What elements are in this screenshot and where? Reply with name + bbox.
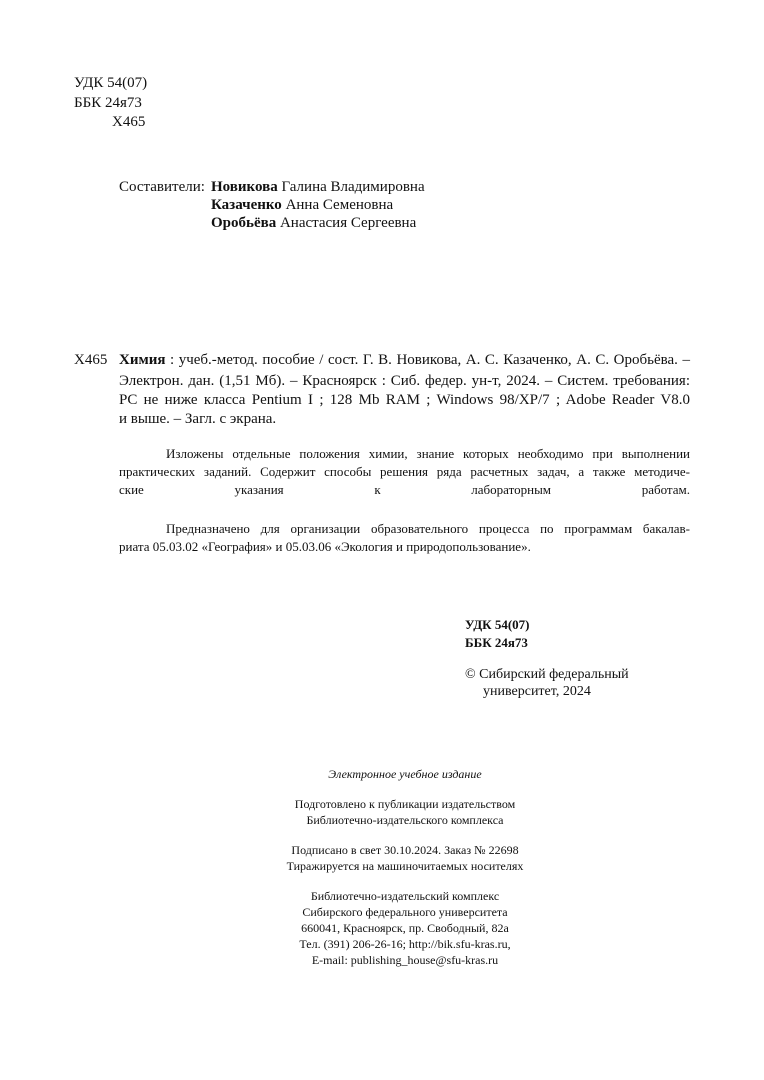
edition-type: Электронное учебное издание <box>328 767 482 781</box>
bibliographic-code: Х465 <box>74 352 108 368</box>
publisher-address-line: Библиотечно-издательский комплекс <box>310 889 500 903</box>
bibliographic-line: и выше. – Загл. с экрана. <box>119 411 277 427</box>
publisher-address-line: Тел. (391) 206-26-16; http://bik.sfu-kras.ru, <box>299 937 511 951</box>
udk-code-bottom: УДК 54(07) <box>465 617 530 632</box>
bibliographic-line <box>119 351 690 369</box>
bbk-code-top: ББК 24я73 <box>74 95 142 111</box>
imprint-line: Тиражируется на машиночитаемых носителях <box>286 859 524 873</box>
bibliographic-line: Электрон. дан. (1,51 Мб). – Красноярск : Сиб. федер. ун-т, 2024. – Систем. требования: <box>119 373 690 389</box>
compiler-surname: Казаченко <box>211 197 282 213</box>
compilers-label: Составители: <box>119 179 205 195</box>
annotation-line: Предназначено для организации образовательного процесса по программам бакалав- <box>166 521 690 536</box>
compiler-name: Анна Семеновна <box>281 197 394 213</box>
publisher-address-line: Сибирского федерального университета <box>302 905 508 919</box>
copyright-line: © Сибирский федеральный <box>465 667 629 682</box>
imprint-line: Подписано в свет 30.10.2024. Заказ № 22698 <box>291 843 519 857</box>
annotation-line: Изложены отдельные положения химии, знание которых необходимо при выполнении <box>166 446 690 461</box>
publisher-address-line: 660041, Красноярск, пр. Свободный, 82а <box>301 921 509 935</box>
author-code-top: Х465 <box>112 114 146 130</box>
imprint-line: Подготовлено к публикации издательством <box>294 797 516 811</box>
compiler-name: Галина Владимировна <box>277 179 425 195</box>
copyright-line: университет, 2024 <box>483 684 591 699</box>
compiler-entry <box>211 214 416 232</box>
udk-code-top: УДК 54(07) <box>74 75 148 91</box>
compiler-name: Анастасия Сергеевна <box>276 215 417 231</box>
compiler-entry <box>211 196 393 214</box>
book-title: Химия <box>119 352 166 368</box>
compiler-entry <box>211 178 425 196</box>
bbk-code-bottom: ББК 24я73 <box>465 635 528 650</box>
publisher-email-line: E-mail: publishing_house@sfu-kras.ru <box>311 953 499 967</box>
compiler-surname: Новикова <box>211 179 278 195</box>
annotation-line: практических заданий. Содержит способы решения ряда расчетных задач, а также методиче- <box>119 464 690 479</box>
annotation-line: ские указания к лабораторным работам. <box>119 482 690 497</box>
annotation-line: риата 05.03.02 «География» и 05.03.06 «Экология и природопользование». <box>119 539 531 554</box>
bibliographic-line: PC не ниже класса Pentium I ; 128 Mb RAM ; Windows 98/XP/7 ; Adobe Reader V8.0 <box>119 392 690 408</box>
bibliographic-text: : учеб.-метод. пособие / сост. Г. В. Новикова, А. С. Казаченко, А. С. Оробьёва. – <box>165 352 690 368</box>
compiler-surname: Оробьёва <box>211 215 277 231</box>
imprint-line: Библиотечно-издательского комплекса <box>306 813 504 827</box>
